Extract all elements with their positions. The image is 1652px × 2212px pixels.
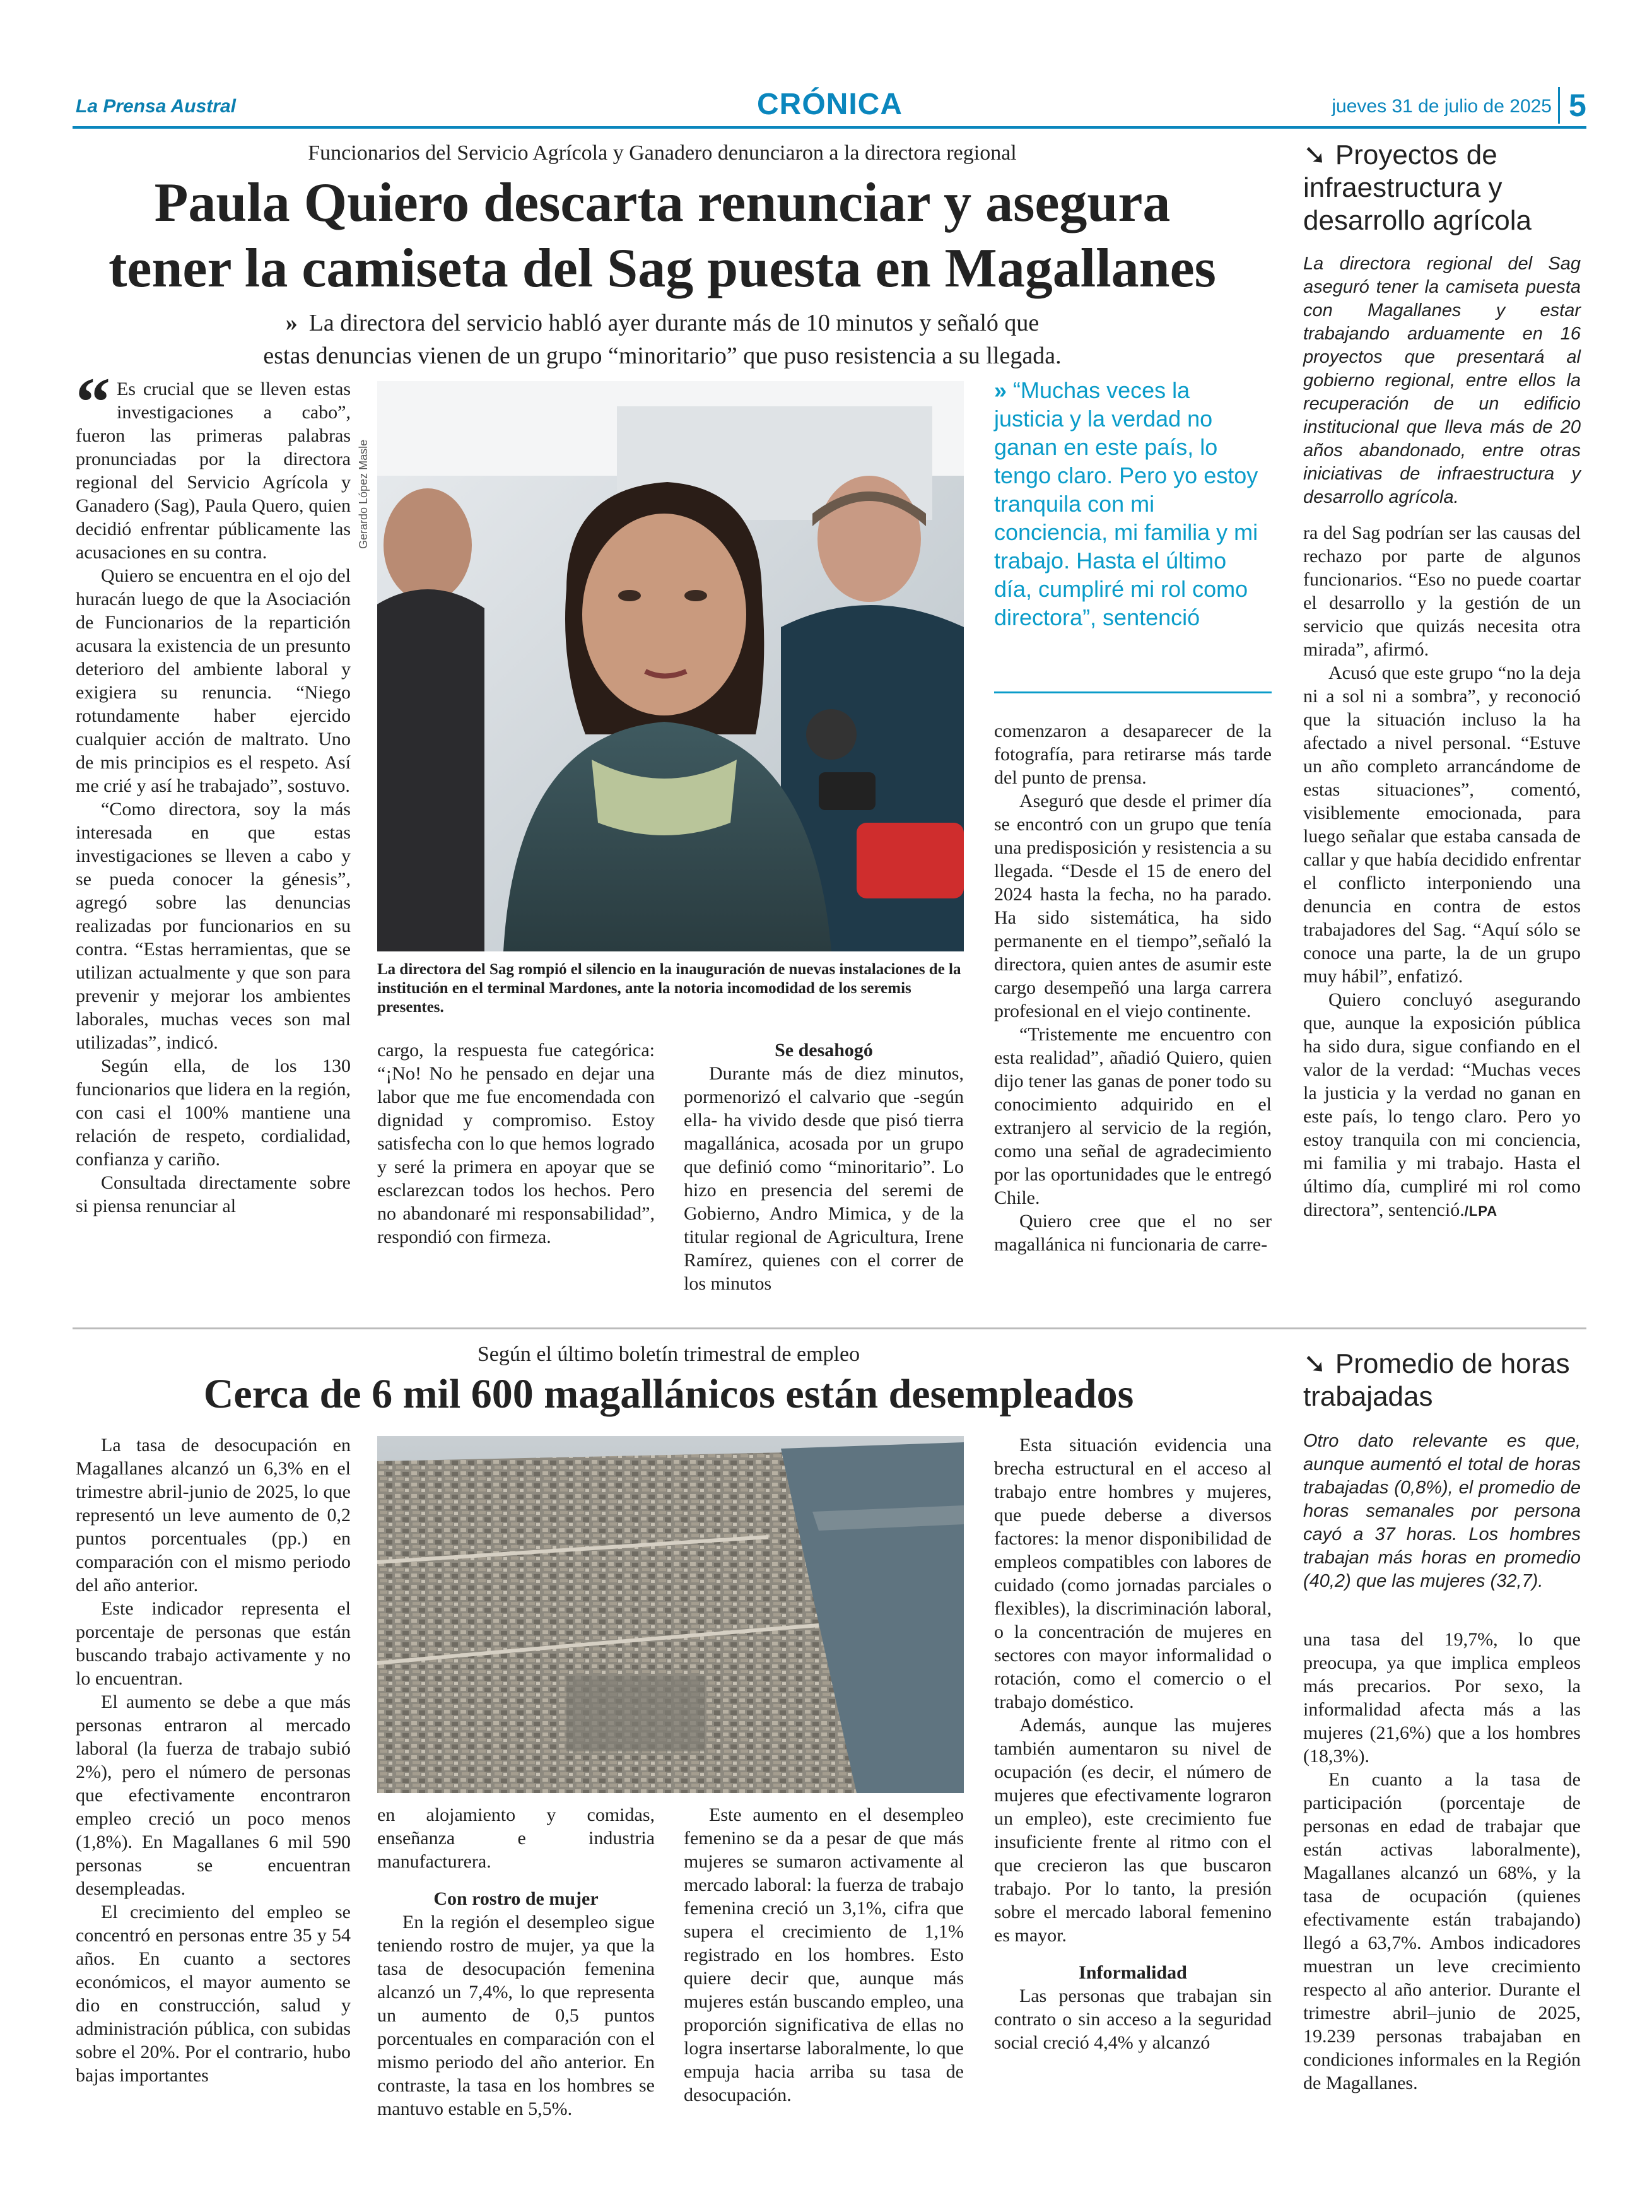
pull-quote bbox=[994, 376, 1259, 632]
story2-column2 bbox=[377, 1803, 655, 2121]
story1-column1 bbox=[76, 363, 351, 1218]
story1-column4 bbox=[994, 719, 1272, 1256]
story1-deck bbox=[95, 307, 1230, 372]
pull-quote-arrow-icon: » bbox=[994, 377, 1007, 403]
story2-col1-p2: Este indicador representa el porcentaje de personas que están buscando trabajo activamente y no lo encuentran. bbox=[76, 1598, 351, 1689]
story2-col1-p1: La tasa de desocupación en Magallanes alcanzó un 6,3% en el trimestre abril-junio de 2025, lo que representó un leve aumento de 0,2 puntos porcentuales (pp.) en comparación con el mismo periodo del año anterior. bbox=[76, 1435, 351, 1596]
sidebar2-body bbox=[1303, 1628, 1581, 2095]
sidebar-arrow-icon: ➘ bbox=[1303, 1348, 1327, 1379]
story-divider bbox=[73, 1327, 1586, 1329]
subhead-informalidad: Informalidad bbox=[1079, 1962, 1187, 1983]
sidebar2-title-text: Promedio de horas trabajadas bbox=[1303, 1348, 1570, 1412]
sidebar2-title bbox=[1303, 1348, 1587, 1413]
story2-col4-p2: Además, aunque las mujeres también aumentaron su nivel de ocupación (es decir, el número de mujeres que efectivamente lograron un empleo), este crecimiento fue insuficiente frente al ritmo con el que crecieron las que buscaron trabajo. Por lo tanto, la presión sobre el mercado laboral femenino es mayor. bbox=[994, 1715, 1272, 1946]
story1-headline-line1: Paula Quiero descarta renunciar y asegura bbox=[154, 172, 1171, 233]
story1-col1-p2: Quiero se encuentra en el ojo del huracán luego de que la Asociación de Funcionarios de la repartición acusara la existencia de un presunto deterioro del ambiente laboral y exigiera su renuncia. “Niego rotundamente haber ejercido cualquier acción de maltrato. Uno de mis principios es el respeto. Así me crié y así he trabajado”, sostuvo. bbox=[76, 565, 351, 796]
sidebar2-p1: una tasa del 19,7%, lo que preocupa, ya que implica empleos más precarios. Por sexo, la informalidad afecta más a las mujeres (21,6%) que a los hombres (18,3%). bbox=[1303, 1629, 1581, 1767]
quote-mark-icon: “ bbox=[76, 363, 110, 440]
deck-arrow-icon: » bbox=[285, 310, 298, 336]
pull-quote-text: “Muchas veces la justicia y la verdad no ganan en este país, lo tengo claro. Pero yo estoy tranquila con mi conciencia, mi familia y mi trabajo. Hasta el último día, cumpliré mi rol como directora”, sentenció bbox=[994, 377, 1258, 630]
story1-col4-p3: “Tristemente me encuentro con esta realidad”, añadió Quiero, quien dijo tener las ganas de poner todo su conocimiento adquirido en el extranjero al servicio de la región, como una señal de agradecimiento por las oportunidades que le entregó Chile. bbox=[994, 1024, 1272, 1208]
story1-column3 bbox=[684, 1038, 964, 1295]
deck-line1: La directora del servicio habló ayer durante más de 10 minutos y señaló que bbox=[308, 310, 1040, 336]
publication-date: jueves 31 de julio de 2025 bbox=[1332, 96, 1552, 117]
header-rule bbox=[73, 126, 1586, 129]
story2-column4 bbox=[994, 1433, 1272, 2054]
page-number: 5 bbox=[1558, 87, 1607, 124]
story1-col1-p4: Según ella, de los 130 funcionarios que lidera en la región, con casi el 100% mantiene una relación de respeto, cordialidad, confianza y cariño. bbox=[76, 1056, 351, 1170]
story1-headline bbox=[76, 170, 1249, 302]
sidebar-arrow-icon: ➘ bbox=[1303, 139, 1327, 170]
sidebar2-p2: En cuanto a la tasa de participación (porcentaje de personas en edad de trabajar que están activas laboralmente), Magallanes alcanzó un 68%, y la tasa de ocupación (quienes efectivamente están trabajando) llegó a 63,7%. Ambos indicadores muestran un leve crecimiento respecto al año anterior. Durante el trimestre abril–junio de 2025, 19.239 personas trabajaban en condiciones informales en la Región de Magallanes. bbox=[1303, 1769, 1581, 2093]
story1-column2 bbox=[377, 1038, 655, 1249]
deck-line2: estas denuncias vienen de un grupo “minoritario” que puso resistencia a su llegada. bbox=[263, 343, 1062, 369]
story2-col4-p3: Las personas que trabajan sin contrato o sin acceso a la seguridad social creció 4,4% y alcanzó bbox=[994, 1986, 1272, 2053]
story2-column1 bbox=[76, 1433, 351, 2087]
story1-col3-p1: Durante más de diez minutos, pormenorizó el calvario que -según ella- ha vivido desde que pisó tierra magallánica, acosada por un grupo que definió como “minoritario”. Lo hizo en presencia del seremi de Gobierno, Andro Mimica, y de la titular regional de Agricultura, Irene Ramírez, quienes con el correr de los minutos bbox=[684, 1063, 964, 1294]
story2-kicker: Según el último boletín trimestral de empleo bbox=[477, 1343, 860, 1366]
signoff: /LPA bbox=[1464, 1203, 1498, 1219]
story1-col1-p1: Es crucial que se lleven estas investigaciones a cabo”, fueron las primeras palabras pronunciadas por la directora regional del Servicio Agrícola y Ganadero (Sag), Paula Quero, quien decidió enfrentar públicamente las acusaciones en su contra. bbox=[76, 379, 351, 563]
section-title: CRÓNICA bbox=[757, 88, 903, 121]
story1-col1-p3: “Como directora, soy la más interesada en que estas investigaciones se lleven a cabo y se pueda conocer la génesis”, agregó sobre las denuncias realizadas por funcionarios en su contra. “Estas herramientas, que se utilizan actualmente y que son para prevenir y mejorar los ambientes laborales, muchas veces son mal utilizadas”, indicó. bbox=[76, 799, 351, 1053]
story2-col2-p1: en alojamiento y comidas, enseñanza e industria manufacturera. bbox=[377, 1804, 655, 1872]
photo-credit: Gerardo López Masle bbox=[357, 439, 370, 549]
photo-caption: La directora del Sag rompió el silencio en la inauguración de nuevas instalaciones de la institución en el terminal Mardones, ante la notoria incomodidad de los seremis presentes. bbox=[377, 961, 961, 1016]
story2-col3-p1: Este aumento en el desempleo femenino se da a pesar de que más mujeres se sumaron activamente al mercado laboral: la fuerza de trabajo femenina creció un 3,1%, cifra que supera el crecimiento de 1,1% registrado en los hombres. Esto quiere decir que, aunque más mujeres están buscando empleo, una proporción significativa de ellas no logra insertarse laboralmente, lo que empuja hacia arriba su tasa de desocupación. bbox=[684, 1804, 964, 2105]
sidebar1-title bbox=[1303, 139, 1587, 237]
story1-col4-p1: comenzaron a desaparecer de la fotografía, para retirarse más tarde del punto de prensa. bbox=[994, 721, 1272, 788]
story2-col1-p4: El crecimiento del empleo se concentró en personas entre 35 y 54 años. En cuanto a sectores económicos, el mayor aumento se dio en construcción, salud y administración pública, con subidas sobre el 20%. Por el contrario, hubo bajas importantes bbox=[76, 1902, 351, 2086]
sidebar1-intro: La directora regional del Sag aseguró tener la camiseta puesta con Magallanes y estar trabajando arduamente en 16 proyectos que presentará al gobierno regional, entre ellos la recuperación de un edificio institucional que lleva más de 20 años abandonado, entre otras iniciativas de infraestructura y desarrollo agrícola. bbox=[1303, 254, 1581, 507]
story2-col2-p2: En la región el desempleo sigue teniendo rostro de mujer, ya que la tasa de desocupación femenina alcanzó un 7,4%, lo que representa un aumento de 0,5 puntos porcentuales en comparación con el mismo periodo del año anterior. En contraste, la tasa en los hombres se mantuvo estable en 5,5%. bbox=[377, 1912, 655, 2119]
sidebar1-p1: ra del Sag podrían ser las causas del rechazo por parte de algunos funcionarios. “Eso no puede coartar el desarrollo y la gestión de un servicio que quizás necesita otra mirada”, afirmó. bbox=[1303, 522, 1581, 660]
aerial-city-photo bbox=[377, 1436, 964, 1793]
story2-column3 bbox=[684, 1803, 964, 2107]
sidebar1-p3: Quiero concluyó asegurando que, aunque la exposición pública ha sido dura, sigue confiando en el valor de la verdad: “Muchas veces la justicia y la verdad no ganan en este país, lo tengo claro. Pero yo estoy tranquila con mi conciencia, mi familia y mi trabajo. Hasta el último día, cumpliré mi rol como directora”, sentenció. bbox=[1303, 989, 1581, 1220]
story1-kicker: Funcionarios del Servicio Agrícola y Ganadero denunciaron a la directora regional bbox=[308, 141, 1017, 165]
director-photo bbox=[377, 381, 964, 951]
sidebar2-intro: Otro dato relevante es que, aunque aumentó el total de horas trabajadas (0,8%), el promedio de horas semanales por persona cayó a 37 horas. Los hombres trabajan más horas en promedio (40,2) que las mujeres (32,7). bbox=[1303, 1431, 1581, 1591]
story2-col1-p3: El aumento se debe a que más personas entraron al mercado laboral (la fuerza de trabajo subió 2%), pero el número de personas que efectivamente encontraron empleo creció un poco menos (1,8%). En Magallanes 6 mil 590 personas se encuentran desempleadas. bbox=[76, 1691, 351, 1899]
pull-quote-rule bbox=[994, 691, 1272, 693]
sidebar1-title-text: Proyectos de infraestructura y desarrollo agrícola bbox=[1303, 139, 1532, 236]
subhead-con-rostro-de-mujer: Con rostro de mujer bbox=[433, 1888, 599, 1909]
story1-headline-line2: tener la camiseta del Sag puesta en Magallanes bbox=[108, 238, 1216, 299]
story2-col4-p1: Esta situación evidencia una brecha estructural en el acceso al trabajo entre hombres y mujeres, que puede deberse a diversos factores: la menor disponibilidad de empleos compatibles con labores de cuidado (como jornadas parciales o flexibles), la discriminación laboral, o la concentración de mujeres en sectores con mayor informalidad o rotación, como el comercio o el trabajo doméstico. bbox=[994, 1435, 1272, 1712]
sidebar1-body bbox=[1303, 521, 1581, 1223]
sidebar1-p2: Acusó que este grupo “no la deja ni a sol ni a sombra”, y reconoció que la situación incluso la ha afectado a nivel personal. “Estuve un año completo arrancándome de estas situaciones”, comentó, visiblemente emocionada, para luego señalar que estaba cansada de callar y que había decidido enfrentar el conflicto interponiendo una denuncia en contra de estos trabajadores del Sag. “Aquí sólo se conoce una parte, la de un grupo muy hábil”, enfatizó. bbox=[1303, 662, 1581, 987]
story1-col4-p2: Aseguró que desde el primer día se encontró con un grupo que tenía una predisposición y resistencia a su llegada. “Desde el 15 de enero del 2024 hasta la fecha, no ha parado. Ha sido sistemática, ha sido permanente en el tiempo”,señaló la directora, quien antes de asumir este cargo desempeñó una larga carrera profesional en el viejo continente. bbox=[994, 791, 1272, 1021]
newspaper-name: La Prensa Austral bbox=[76, 96, 236, 117]
story1-col4-p4: Quiero cree que el no ser magallánica ni funcionaria de carre- bbox=[994, 1211, 1272, 1255]
story2-headline: Cerca de 6 mil 600 magallánicos están desempleados bbox=[203, 1371, 1134, 1417]
story1-col1-p5: Consultada directamente sobre si piensa renunciar al bbox=[76, 1172, 351, 1216]
story1-col2-p1: cargo, la respuesta fue categórica: “¡No! No he pensado en dejar una labor que me fue encomendada con dignidad y compromiso. Estoy satisfecha con lo que hemos logrado y seré la primera en apoyar que se esclarezcan todos los hechos. Pero no abandonaré mi responsabilidad”, respondió con firmeza. bbox=[377, 1040, 655, 1247]
subhead-se-desahogo: Se desahogó bbox=[775, 1040, 873, 1061]
